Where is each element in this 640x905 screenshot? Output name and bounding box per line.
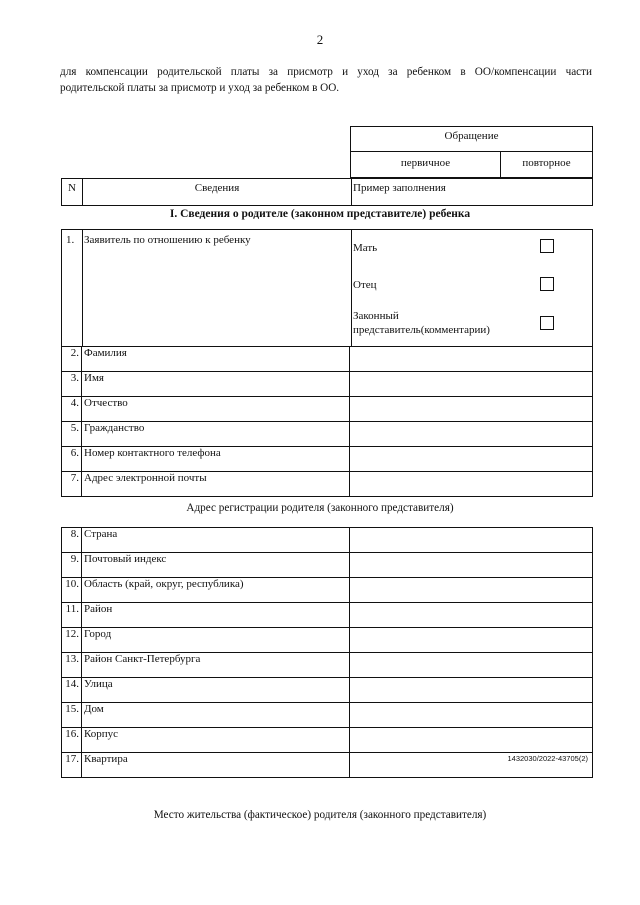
row-label: Улица — [82, 678, 350, 703]
row-number: 3. — [62, 372, 82, 397]
row-value-field[interactable] — [350, 553, 593, 578]
table-row — [62, 553, 593, 578]
table-row — [62, 372, 593, 397]
row-label: Гражданство — [82, 422, 350, 447]
option-mother-checkbox[interactable] — [540, 239, 554, 253]
document-code: 1432030/2022-43705(2) — [507, 754, 588, 763]
row-value-field[interactable] — [350, 603, 593, 628]
registration-title: Адрес регистрации родителя (законного представителя) — [186, 502, 454, 514]
row-value-field[interactable] — [350, 728, 593, 753]
appeal-repeat: повторное — [522, 157, 571, 169]
table-row — [62, 397, 593, 422]
row-label: Корпус — [82, 728, 350, 753]
intro-line-1: для компенсации родительской платы за присмотр и уход за ребенком в ОО/компенсации части — [60, 66, 592, 78]
row-number: 16. — [62, 728, 82, 753]
row-number: 8. — [62, 528, 82, 553]
row-value-field[interactable] — [350, 678, 593, 703]
header-row — [61, 178, 593, 206]
appeal-divider — [351, 151, 592, 152]
table-row — [62, 753, 593, 778]
row-number: 2. — [62, 347, 82, 372]
table-row — [62, 447, 593, 472]
row-number: 7. — [62, 472, 82, 497]
appeal-primary: первичное — [400, 157, 451, 169]
row-value-field[interactable] — [350, 447, 593, 472]
table-row — [62, 653, 593, 678]
option-mother-label: Мать — [353, 242, 378, 254]
row-label: Имя — [82, 372, 350, 397]
table-row — [62, 628, 593, 653]
applicant-divider-2 — [351, 230, 352, 346]
row-label: Адрес электронной почты — [82, 472, 350, 497]
header-example: Пример заполнения — [353, 182, 446, 194]
row-value-field[interactable] — [350, 703, 593, 728]
row-number: 9. — [62, 553, 82, 578]
table-row — [62, 528, 593, 553]
table-row — [62, 603, 593, 628]
table-row — [62, 703, 593, 728]
row-label: Почтовый индекс — [82, 553, 350, 578]
table-row — [62, 422, 593, 447]
row-number: 17. — [62, 753, 82, 778]
row-label: Номер контактного телефона — [82, 447, 350, 472]
table-row — [62, 578, 593, 603]
page-number: 2 — [316, 32, 324, 47]
row-number: 5. — [62, 422, 82, 447]
row-number: 4. — [62, 397, 82, 422]
option-father-label: Отец — [353, 279, 377, 291]
row-label: Район Санкт-Петербурга — [82, 653, 350, 678]
row-number: 12. — [62, 628, 82, 653]
row-value-field[interactable] — [350, 653, 593, 678]
row-value-field[interactable] — [350, 422, 593, 447]
row-label: Город — [82, 628, 350, 653]
row-number: 14. — [62, 678, 82, 703]
row-value-field[interactable] — [350, 753, 593, 778]
row-number: 13. — [62, 653, 82, 678]
row-label: Район — [82, 603, 350, 628]
row-value-field[interactable] — [350, 528, 593, 553]
header-info: Сведения — [194, 182, 240, 194]
row-value-field[interactable] — [350, 397, 593, 422]
intro-line-2: родительской платы за присмотр и уход за ребенком в ОО. — [60, 82, 340, 94]
appeal-box — [350, 126, 593, 178]
header-n: N — [68, 182, 76, 194]
table-row — [62, 678, 593, 703]
option-father-checkbox[interactable] — [540, 277, 554, 291]
applicant-label: Заявитель по отношению к ребенку — [84, 234, 251, 246]
option-guardian-checkbox[interactable] — [540, 316, 554, 330]
applicant-row — [61, 229, 593, 347]
appeal-title: Обращение — [444, 130, 499, 142]
table-row — [62, 472, 593, 497]
option-guardian-label: Законный представитель(комментарии) — [353, 310, 490, 336]
row-value-field[interactable] — [350, 372, 593, 397]
row-value-field[interactable] — [350, 578, 593, 603]
row-label: Область (край, округ, республика) — [82, 578, 350, 603]
row-number: 11. — [62, 603, 82, 628]
row-label: Страна — [82, 528, 350, 553]
row-number: 15. — [62, 703, 82, 728]
table-row — [62, 728, 593, 753]
row-value-field[interactable] — [350, 628, 593, 653]
row-label: Отчество — [82, 397, 350, 422]
row-value-field[interactable] — [350, 472, 593, 497]
section1-title: I. Сведения о родителе (законном представителе) ребенка — [169, 208, 471, 220]
applicant-n: 1. — [66, 234, 75, 246]
parent-table — [61, 346, 593, 497]
row-label: Квартира — [82, 753, 350, 778]
residence-title: Место жительства (фактическое) родителя (законного представителя) — [153, 809, 487, 821]
row-label: Фамилия — [82, 347, 350, 372]
address-table — [61, 527, 593, 778]
header-divider-2 — [351, 179, 352, 205]
row-value-field[interactable] — [350, 347, 593, 372]
row-label: Дом — [82, 703, 350, 728]
row-number: 10. — [62, 578, 82, 603]
applicant-divider-1 — [82, 230, 83, 346]
row-number: 6. — [62, 447, 82, 472]
table-row — [62, 347, 593, 372]
